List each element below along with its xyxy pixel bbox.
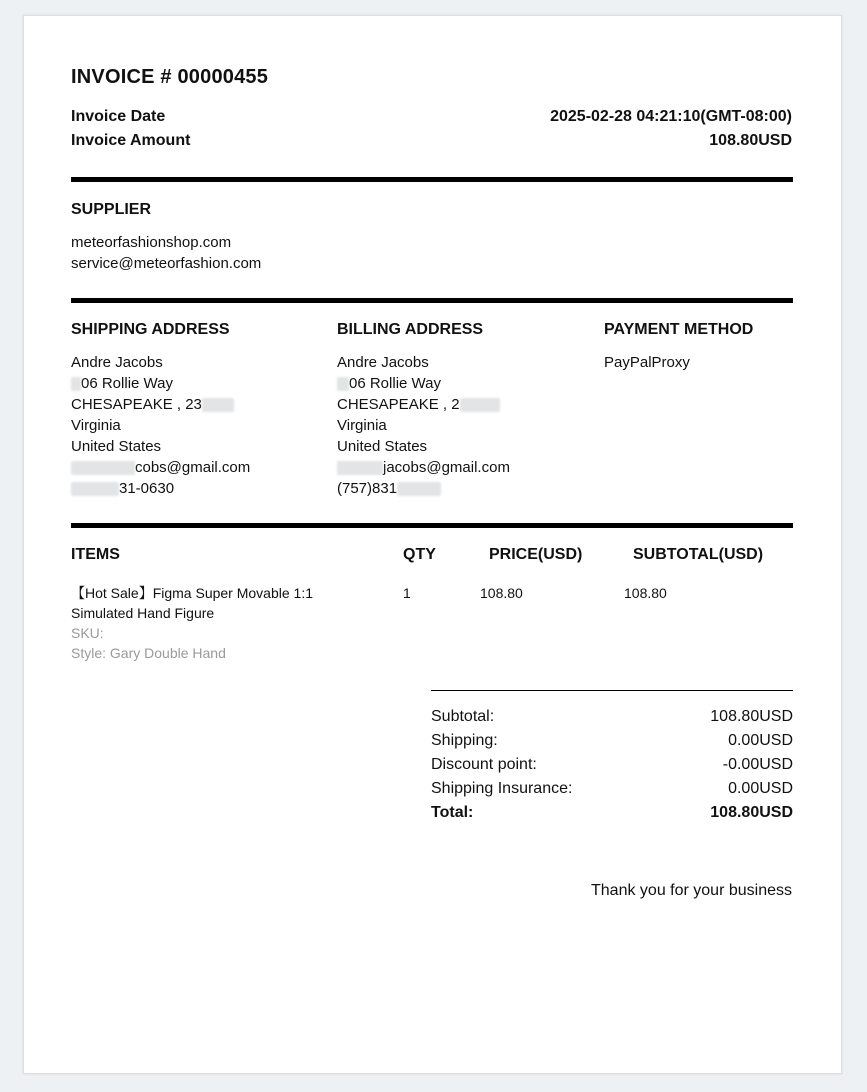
item-price: 108.80 bbox=[480, 585, 523, 601]
totals-divider bbox=[431, 690, 793, 691]
totals-discount-row bbox=[431, 756, 793, 780]
subtotal-label: Subtotal: bbox=[431, 708, 495, 725]
shipping-state: Virginia bbox=[71, 417, 121, 434]
totals-total-row bbox=[431, 804, 793, 828]
item-sku: SKU: bbox=[71, 625, 104, 641]
shipping-phone: 31-0630 bbox=[119, 480, 175, 497]
redaction bbox=[337, 377, 349, 391]
discount-value: -0.00USD bbox=[722, 756, 793, 773]
totals-subtotal-row bbox=[431, 708, 793, 732]
discount-label: Discount point: bbox=[431, 756, 537, 773]
redaction bbox=[202, 398, 234, 412]
shipping-street: 06 Rollie Way bbox=[81, 375, 173, 392]
insurance-value: 0.00USD bbox=[728, 780, 793, 797]
total-value: 108.80USD bbox=[710, 804, 793, 821]
billing-address-block bbox=[337, 352, 510, 499]
totals-shipping-row bbox=[431, 732, 793, 756]
redaction bbox=[337, 461, 383, 475]
billing-phone: (757)831 bbox=[337, 480, 398, 497]
billing-street: 06 Rollie Way bbox=[349, 375, 441, 392]
total-label: Total: bbox=[431, 804, 474, 821]
shipping-name: Andre Jacobs bbox=[71, 354, 163, 371]
item-subtotal: 108.80 bbox=[624, 585, 667, 601]
totals-insurance-row bbox=[431, 780, 793, 804]
divider bbox=[71, 523, 793, 528]
divider bbox=[71, 298, 793, 303]
supplier-heading: SUPPLIER bbox=[71, 201, 152, 218]
supplier-website: meteorfashionshop.com bbox=[71, 234, 232, 251]
item-name-line2: Simulated Hand Figure bbox=[71, 605, 215, 621]
subtotal-value: 108.80USD bbox=[710, 708, 793, 725]
redaction bbox=[71, 377, 81, 391]
table-row bbox=[71, 583, 381, 663]
billing-heading: BILLING ADDRESS bbox=[337, 321, 484, 338]
invoice-amount-value: 108.80USD bbox=[709, 132, 792, 149]
shipping-email: cobs@gmail.com bbox=[135, 459, 251, 476]
shipping-value: 0.00USD bbox=[728, 732, 793, 749]
invoice-amount-label: Invoice Amount bbox=[71, 132, 191, 149]
shipping-heading: SHIPPING ADDRESS bbox=[71, 321, 230, 338]
price-header: PRICE(USD) bbox=[489, 546, 583, 563]
qty-header: QTY bbox=[403, 546, 436, 563]
thank-you-note: Thank you for your business bbox=[591, 882, 792, 899]
supplier-email: service@meteorfashion.com bbox=[71, 255, 262, 272]
shipping-city: CHESAPEAKE , 23 bbox=[71, 396, 202, 413]
invoice-date-label: Invoice Date bbox=[71, 108, 166, 125]
invoice-date-value: 2025-02-28 04:21:10(GMT-08:00) bbox=[550, 108, 792, 125]
billing-name: Andre Jacobs bbox=[337, 354, 429, 371]
subtotal-header: SUBTOTAL(USD) bbox=[633, 546, 764, 563]
invoice-page bbox=[23, 15, 842, 1074]
payment-heading: PAYMENT METHOD bbox=[604, 321, 754, 338]
billing-email: jacobs@gmail.com bbox=[383, 459, 510, 476]
item-qty: 1 bbox=[403, 585, 411, 601]
redaction bbox=[460, 398, 500, 412]
shipping-country: United States bbox=[71, 438, 162, 455]
items-header: ITEMS bbox=[71, 546, 120, 563]
redaction bbox=[397, 482, 441, 496]
payment-method: PayPalProxy bbox=[604, 354, 690, 371]
redaction bbox=[71, 482, 119, 496]
invoice-title: INVOICE # 00000455 bbox=[71, 66, 269, 88]
billing-country: United States bbox=[337, 438, 428, 455]
billing-city: CHESAPEAKE , 2 bbox=[337, 396, 460, 413]
item-name-line1: 【Hot Sale】Figma Super Movable 1:1 bbox=[71, 585, 313, 601]
supplier-block bbox=[71, 232, 261, 274]
shipping-label: Shipping: bbox=[431, 732, 498, 749]
shipping-address-block bbox=[71, 352, 250, 499]
divider bbox=[71, 177, 793, 182]
insurance-label: Shipping Insurance: bbox=[431, 780, 573, 797]
billing-state: Virginia bbox=[337, 417, 387, 434]
redaction bbox=[71, 461, 135, 475]
item-style: Style: Gary Double Hand bbox=[71, 645, 226, 661]
